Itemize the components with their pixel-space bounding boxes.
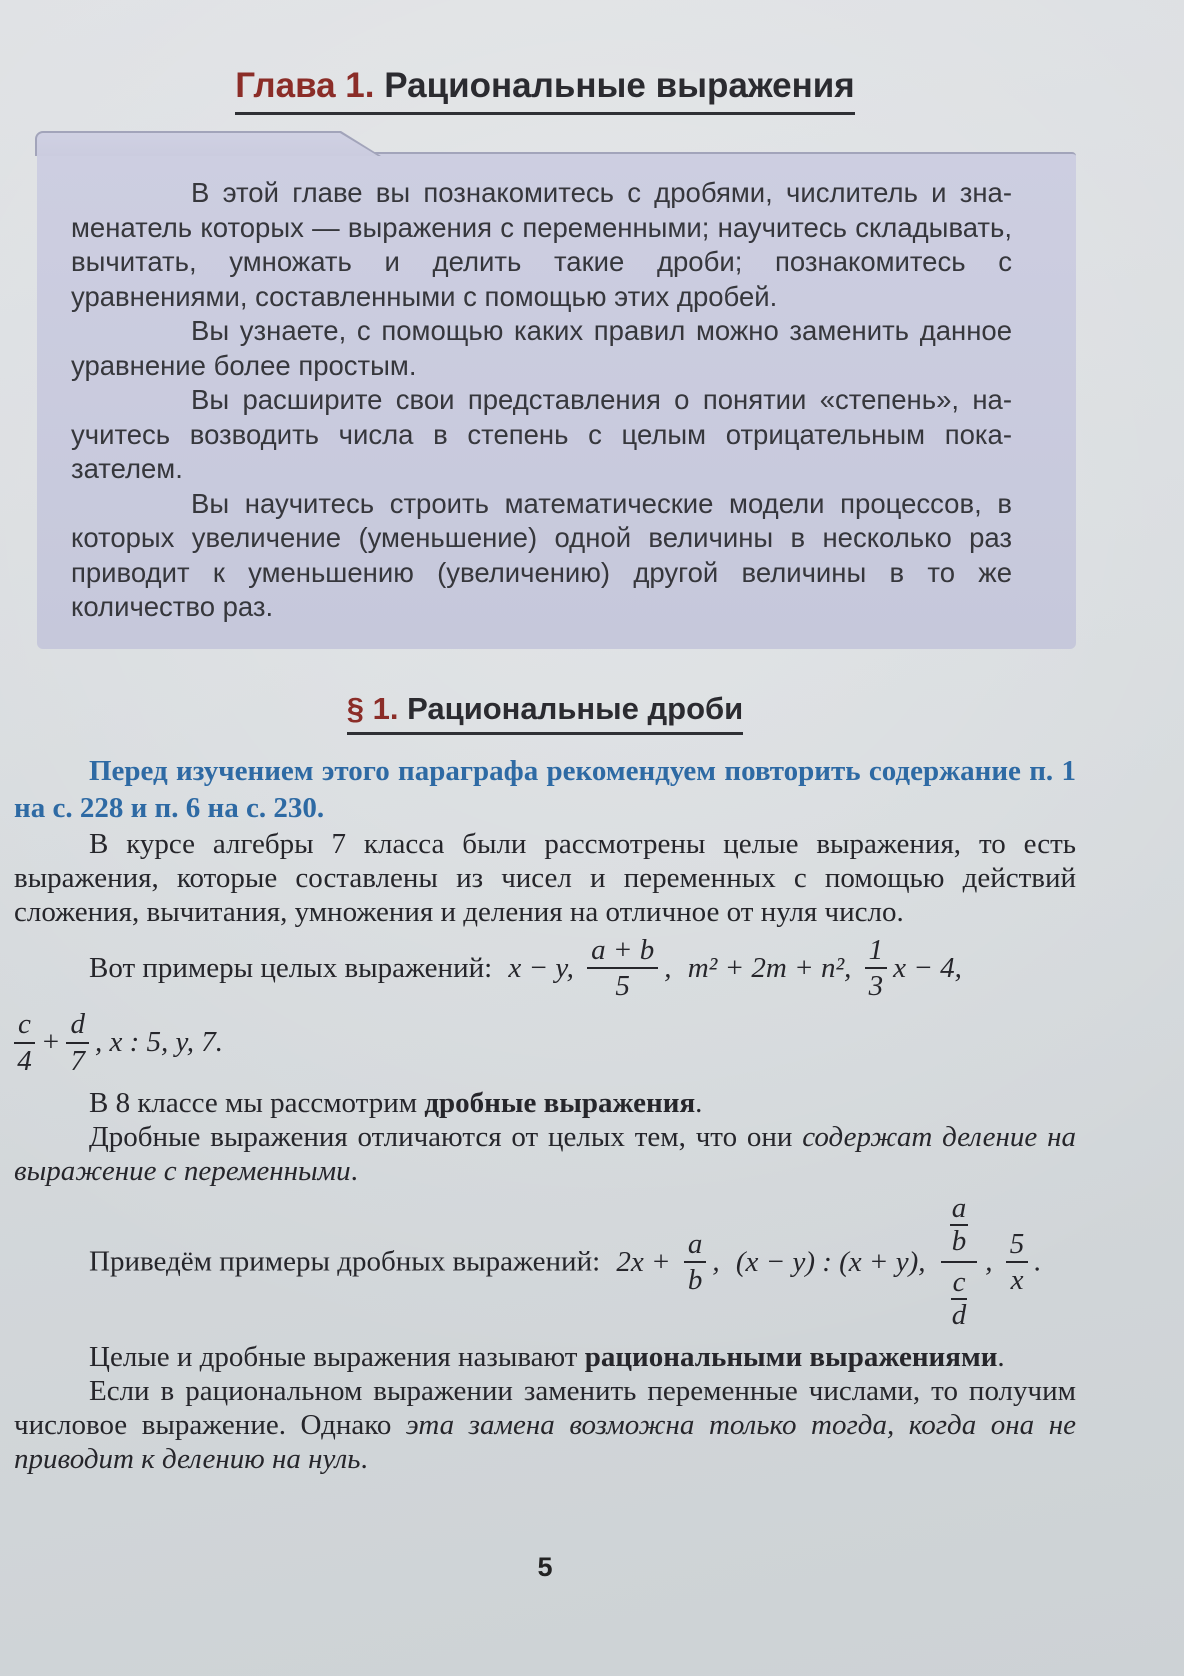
expr-2x-plus: 2x + <box>616 1245 671 1278</box>
comma: , <box>985 1245 993 1278</box>
expr-x-minus-4: x − 4, <box>893 951 962 984</box>
emphasis-division-by-variables: содержат деление на выражение с переменными <box>14 1121 1076 1188</box>
chapter-intro-box <box>37 152 1076 649</box>
fractional-examples-intro: Приведём примеры дробных выражений: <box>89 1245 601 1278</box>
nested-fraction-ab-over-cd <box>941 1194 978 1330</box>
integer-examples-intro: Вот примеры целых выражений: <box>89 951 493 984</box>
integer-examples-line-2 <box>14 1008 1076 1078</box>
paragraph-grade-8: В 8 классе мы рассмотрим дробные выражения. <box>89 1087 703 1120</box>
intro-paragraph: Вы расширите свои представления о понятии «степень», научитесь возводить числа в степень с целым отрицательным показателем. <box>71 384 1012 484</box>
chapter-heading-underline <box>235 66 854 115</box>
comma: , <box>664 951 672 984</box>
expr-x-minus-y: x − y, <box>508 951 574 984</box>
intro-paragraph: Вы узнаете, с помощью каких правил можно заменить данное уравнение более простым. <box>71 315 1012 381</box>
chapter-title: Рациональные выражения <box>384 66 855 105</box>
review-hint: Перед изучением этого параграфа рекомендуем повторить содержание п. 1 на с. 228 и п. 6 на с. 230. <box>14 754 1076 824</box>
page-number: 5 <box>537 1552 553 1582</box>
period: . <box>1034 1245 1042 1278</box>
section-label: § 1. <box>346 690 399 726</box>
paragraph-fractional-difference: Дробные выражения отличаются от целых тем, что они содержат деление на выражение с переменными. <box>14 1121 1076 1188</box>
paragraph-integer-expressions: В курсе алгебры 7 класса были рассмотрены целые выражения, то есть выражения, которые составлены из чисел и переменных с помощью действий сложения, вычитания, умножения и деления на отличное от нуля число. <box>14 827 1076 928</box>
expr-m2-2m-n2: m² + 2m + n², <box>687 951 852 984</box>
intro-box-tab <box>37 133 378 156</box>
fraction-5-over-x: $\frac{5}{x}$ <box>1006 1229 1029 1296</box>
expr-x-div-5-y-7: , x : 5, y, 7. <box>94 1026 224 1059</box>
intro-paragraph: В этой главе вы познакомитесь с дробями, числитель и знаменатель которых — выражения с переменными; научитесь складывать, вычитать, умножать и делить такие дроби; познакомитесь с уравнениями, составленными с помощью этих дробей. <box>71 177 1012 312</box>
fraction-c-over-d-inner: $\frac{c}{d}$ <box>951 1266 967 1332</box>
paragraph-substitution: Если в рациональном выражении заменить переменные числами, то получим числовое выражение. Однако эта замена возможна только тогда, когда она не приводит к делению на нуль. <box>14 1375 1076 1476</box>
fraction-a-over-b: $\frac{a}{b}$ <box>684 1229 707 1296</box>
comma: , <box>712 1245 720 1278</box>
term-rational-expressions: рациональными выражениями <box>584 1341 998 1374</box>
fraction-a-over-b-inner: $\frac{a}{b}$ <box>951 1192 967 1258</box>
fraction-1-over-3: $\frac{1}{3}$ <box>865 935 888 1002</box>
expr-quotient: (x − y) : (x + y), <box>735 1245 926 1278</box>
intro-paragraph: Вы научитесь строить математические модели процессов, в которых увеличение (уменьшение) одной величины в несколько раз приводит к уменьшению (увеличению) другой величины в то же количество раз. <box>71 487 1012 622</box>
chapter-label: Глава 1. <box>235 66 375 105</box>
fraction-c-over-4: $\frac{c}{4}$ <box>14 1009 35 1076</box>
fraction-d-over-7: $\frac{d}{7}$ <box>66 1009 89 1076</box>
section-title: Рациональные дроби <box>407 690 744 726</box>
emphasis-no-division-by-zero: эта замена возможна только тогда, когда она не приводит к делению на нуль <box>14 1409 1076 1476</box>
fraction-a-plus-b-over-5: $\frac{a + b}{5}$ <box>587 935 658 1002</box>
fractional-examples-line <box>14 1192 1076 1332</box>
term-fractional-expressions: дробные выражения <box>424 1087 696 1120</box>
plus-sign: + <box>40 1026 61 1059</box>
chapter-heading <box>14 0 1076 106</box>
integer-examples-line-1 <box>14 933 1076 1004</box>
paragraph-rational-definition: Целые и дробные выражения называют рациональными выражениями. <box>89 1341 1005 1374</box>
section-heading <box>14 691 1076 727</box>
section-heading-underline <box>347 691 743 735</box>
